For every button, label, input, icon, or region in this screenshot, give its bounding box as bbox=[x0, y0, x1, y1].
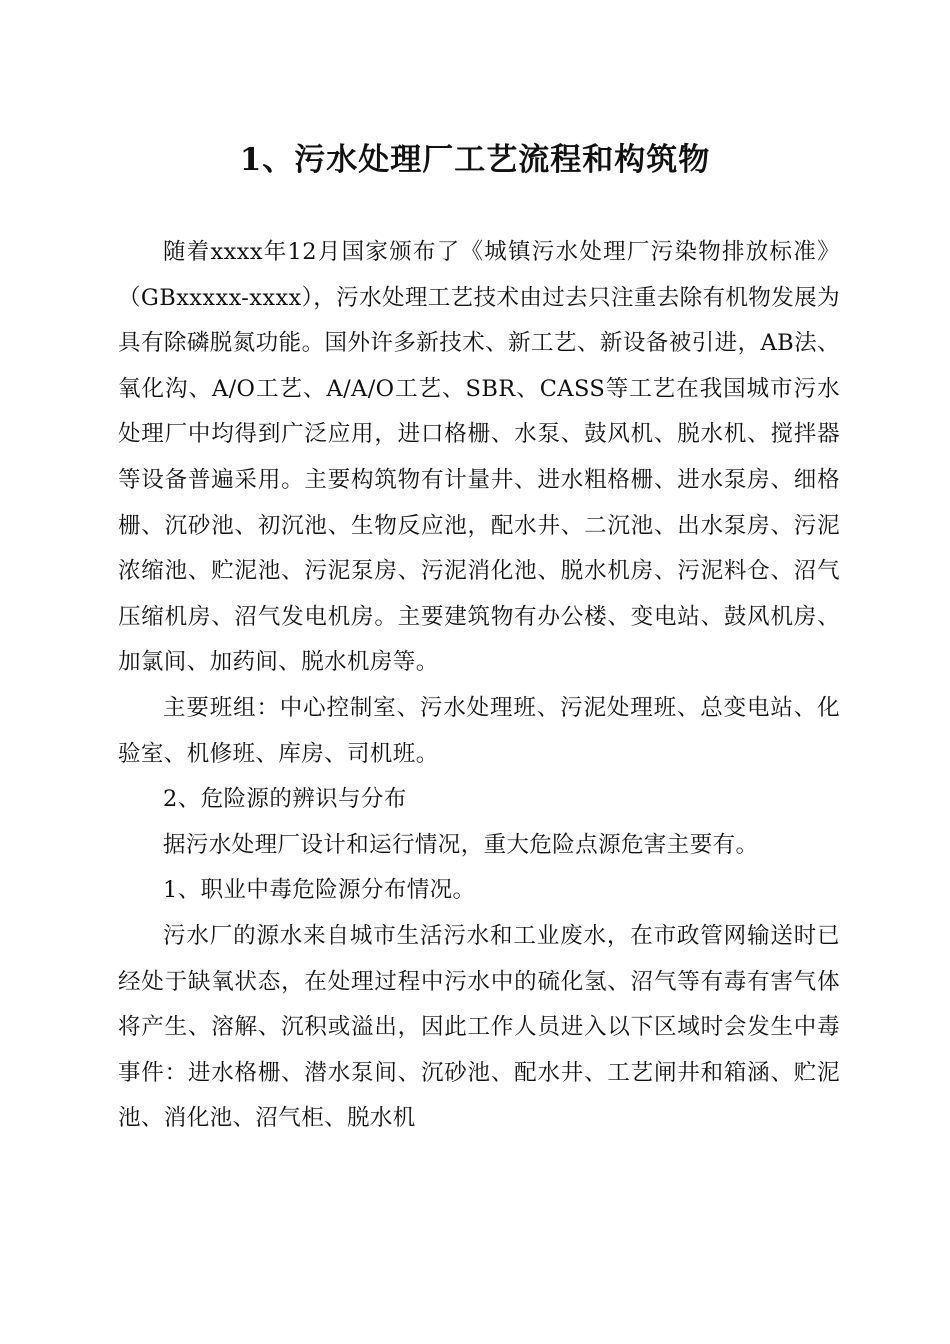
document-title: 1、污水处理厂工艺流程和构筑物 bbox=[239, 142, 711, 178]
document-body bbox=[118, 230, 840, 1142]
paragraph-teams: 主要班组：中心控制室、污水处理班、污泥处理班、总变电站、化验室、机修班、库房、司机班。 bbox=[118, 694, 840, 767]
subheading-poisoning-sources: 1、职业中毒危险源分布情况。 bbox=[163, 877, 476, 904]
paragraph-hazard-intro: 据污水处理厂设计和运行情况，重大危险点源危害主要有。 bbox=[163, 831, 759, 858]
paragraph-poisoning-details: 污水厂的源水来自城市生活污水和工业废水，在市政管网输送时已经处于缺氧状态，在处理过程中污水中的硫化氢、沼气等有毒有害气体将产生、溶解、沉积或溢出，因此工作人员进入以下区域时会发生中毒事件：进水格栅、潜水泵间、沉砂池、配水井、工艺闸井和箱涵、贮泥池、消化池、沼气柜、脱水机 bbox=[118, 922, 840, 1132]
section-heading-hazard-sources: 2、危险源的辨识与分布 bbox=[163, 786, 407, 813]
paragraph-intro: 随着xxxx年12月国家颁布了《城镇污水处理厂污染物排放标准》（GBxxxxx-xxxx），污水处理工艺技术由过去只注重去除有机物发展为具有除磷脱氮功能。国外许多新技术、新工艺、新设备被引进，AB法、氧化沟、A/O工艺、A/A/O工艺、SBR、CASS等工艺在我国城市污水处理厂中均得到广泛应用，进口格栅、水泵、鼓风机、脱水机、搅拌器等设备普遍采用。主要构筑物有计量井、进水粗格栅、进水泵房、细格栅、沉砂池、初沉池、生物反应池，配水井、二沉池、出水泵房、污泥浓缩池、贮泥池、污泥泵房、污泥消化池、脱水机房、污泥料仓、沼气压缩机房、沼气发电机房。主要建筑物有办公楼、变电站、鼓风机房、加氯间、加药间、脱水机房等。 bbox=[118, 239, 840, 676]
